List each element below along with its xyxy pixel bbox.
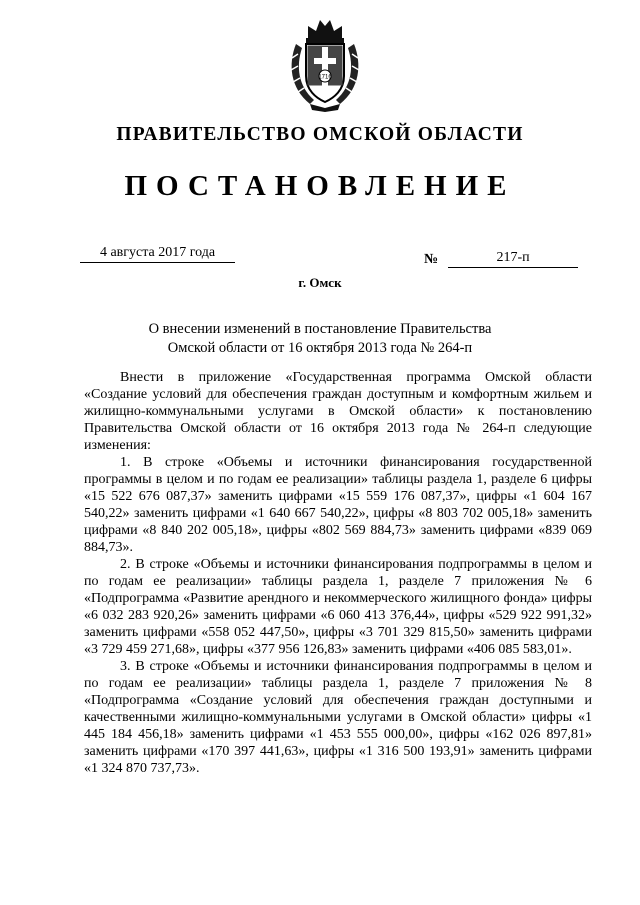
document-subject <box>100 320 540 358</box>
body-item-3: 3. В строке «Объемы и источники финансирования подпрограммы в целом и по годам ее реализации» таблицы раздела 1, разделе 7 приложения № 8 «Подпрограмма «Создание условий для обеспечения граждан доступными и качественными жилищно-коммунальными услугами в Омской области» цифры «1 445 184 456,18» заменить цифрами «1 453 555 000,00», цифры «162 026 897,81» заменить цифрами «170 397 441,63», цифры «1 316 500 193,91» заменить цифрами «1 324 870 737,73». <box>84 659 592 776</box>
document-date: 4 августа 2017 года <box>80 245 235 263</box>
omsk-coat-of-arms-icon <box>286 14 364 112</box>
subject-line-2: Омской области от 16 октября 2013 года № 264-п <box>167 340 473 356</box>
document-body <box>84 369 592 777</box>
svg-text:1716: 1716 <box>318 74 332 81</box>
body-intro-paragraph: Внести в приложение «Государственная программа Омской области «Создание условий для обеспечения граждан доступным и комфортным жильем и жилищно-коммунальными услугами в Омской области» к постановлению Правительства Омской области от 16 октября 2013 года № 264-п следующие изменения: <box>84 370 592 453</box>
subject-line-1: О внесении изменений в постановление Правительства <box>148 321 492 337</box>
body-item-2: 2. В строке «Объемы и источники финансирования подпрограммы в целом и по годам ее реализации» таблицы раздела 1, разделе 7 приложения № 6 «Подпрограмма «Развитие арендного и некоммерческого жилищного фонда» цифры «6 032 283 920,26» заменить цифрами «6 060 413 376,44», цифры «529 922 991,32» заменить цифрами «558 052 447,50», цифры «3 701 329 815,50» заменить цифрами «3 729 459 271,68», цифры «377 956 126,83» заменить цифрами «406 085 583,01». <box>84 557 592 657</box>
city-label: г. Омск <box>298 275 342 290</box>
body-item-1: 1. В строке «Объемы и источники финансирования государственной программы в целом и по годам ее реализации» таблицы раздела 1, разделе 6 цифры «15 522 676 087,37» заменить цифрами «15 559 176 087,37», цифры «1 604 167 540,22» заменить цифрами «1 640 667 540,22», цифры «8 803 702 005,18» заменить цифрами «8 840 202 005,18», цифры «802 569 884,73» заменить цифрами «839 069 884,73». <box>84 455 592 555</box>
number-sign: № <box>424 252 439 267</box>
document-type-title: ПОСТАНОВЛЕНИЕ <box>124 170 516 202</box>
document-number-block <box>424 250 578 268</box>
government-title: ПРАВИТЕЛЬСТВО ОМСКОЙ ОБЛАСТИ <box>116 124 524 145</box>
document-number: 217-п <box>448 250 578 268</box>
